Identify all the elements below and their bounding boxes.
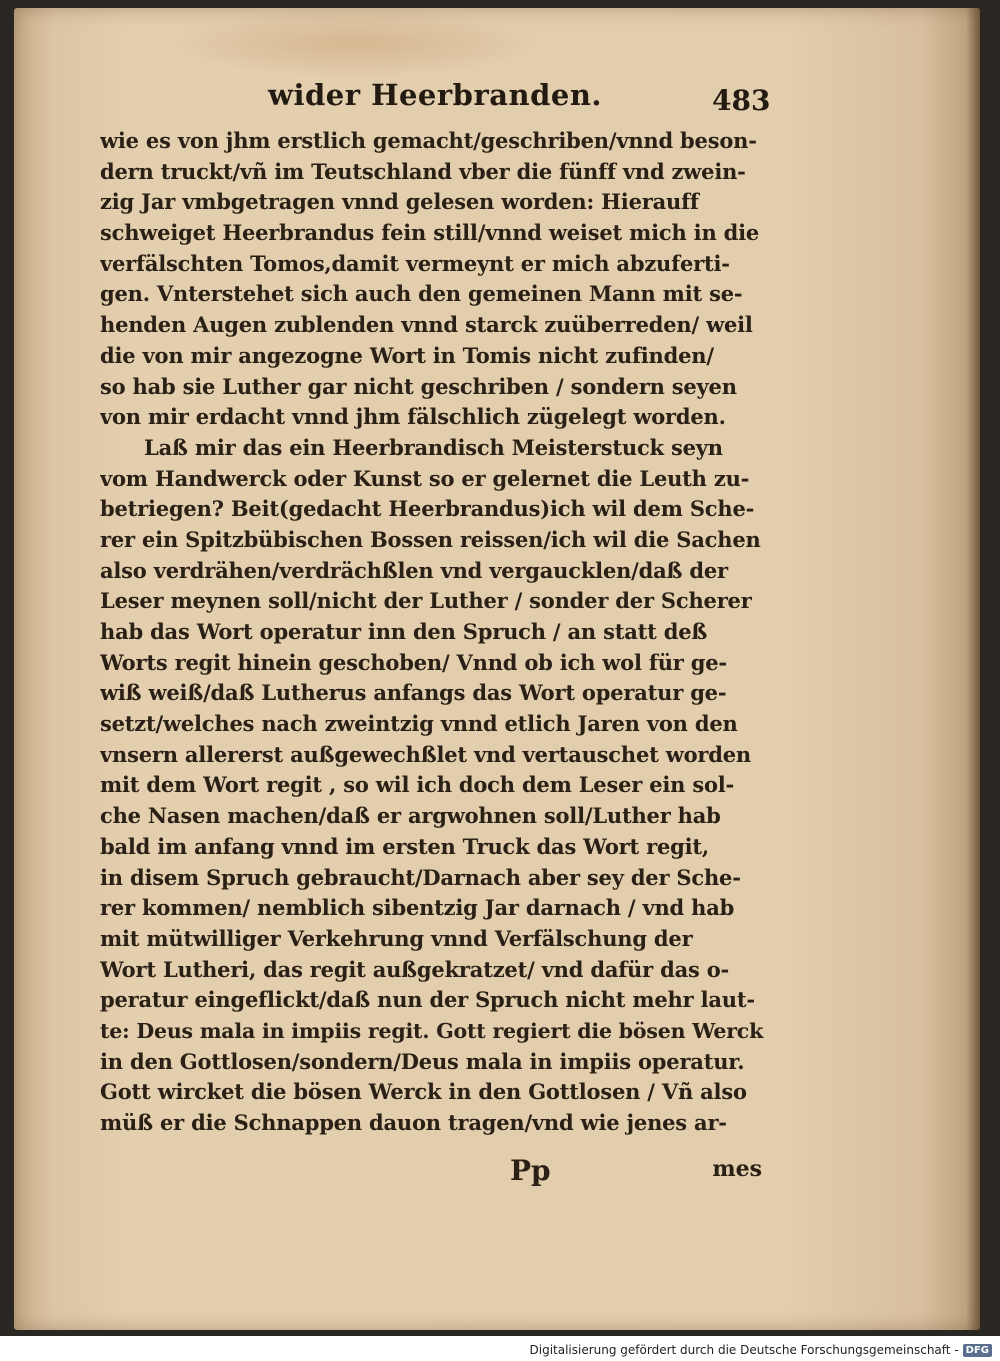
text-line: zig Jar vmbgetragen vnnd gelesen worden: Hierauff <box>100 189 699 215</box>
text-line: so hab sie Luther gar nicht geschriben / sondern seyen <box>100 373 737 399</box>
text-line: müß er die Schnappen dauon tragen/vnd wie jenes ar- <box>100 1110 727 1135</box>
dfg-logo-icon: DFG <box>963 1344 992 1357</box>
text-line: gen. Vnterstehet sich auch den gemeinen Mann mit se- <box>100 281 743 307</box>
text-line: rer kommen/ nemblich sibentzig Jar darnach / vnd hab <box>100 895 735 921</box>
running-head: wider Heerbranden. <box>268 78 603 112</box>
text-line: in disem Spruch gebraucht/Darnach aber sey der Sche- <box>100 864 741 890</box>
text-line: wie es von jhm erstlich gemacht/geschriben/vnnd beson- <box>100 128 757 153</box>
catchword-row <box>100 1150 772 1190</box>
text-line: setzt/welches nach zweintzig vnnd etlich Jaren von den <box>100 711 738 737</box>
text-line: henden Augen zublenden vnnd starck zuüberreden/ weil <box>100 312 753 338</box>
text-line: vom Handwerck oder Kunst so er gelernet die Leuth zu- <box>100 465 750 491</box>
text-line: Laß mir das ein Heerbrandisch Meisterstuck seyn <box>144 434 723 460</box>
signature-mark: Pp <box>510 1154 551 1187</box>
text-block <box>100 126 772 1139</box>
text-line: mit dem Wort regit , so wil ich doch dem Leser ein sol- <box>100 772 735 798</box>
text-line: Leser meynen soll/nicht der Luther / sonder der Scherer <box>100 588 752 614</box>
text-line: hab das Wort operatur inn den Spruch / an statt deß <box>100 619 708 644</box>
page-spine-shadow <box>966 8 980 1330</box>
text-line: betriegen? Beit(gedacht Heerbrandus)ich wil dem Sche- <box>100 496 755 522</box>
text-line: also verdrähen/verdrächßlen vnd vergaucklen/daß der <box>100 557 728 583</box>
paper-stain <box>164 8 544 78</box>
text-line: wiß weiß/daß Lutherus anfangs das Wort operatur ge- <box>100 680 727 706</box>
text-line: vnsern allererst außgewechßlet vnd vertauschet worden <box>100 741 751 767</box>
text-line: von mir erdacht vnnd jhm fälschlich zügelegt worden. <box>100 404 726 430</box>
text-line: verfälschten Tomos,damit vermeynt er mich abzuferti- <box>100 250 730 276</box>
page-number: 483 <box>712 84 771 117</box>
text-line: Worts regit hinein geschoben/ Vnnd ob ich wol für ge- <box>100 649 727 675</box>
text-line: che Nasen machen/daß er argwohnen soll/Luther hab <box>100 803 721 829</box>
catchword: mes <box>712 1156 762 1182</box>
footer-credit <box>530 1343 993 1357</box>
text-line: schweiget Heerbrandus fein still/vnnd weiset mich in die <box>100 220 760 246</box>
text-line: die von mir angezogne Wort in Tomis nicht zufinden/ <box>100 342 714 368</box>
text-line: Gott wircket die bösen Werck in den Gottlosen / Vñ also <box>100 1079 747 1105</box>
footer-credit-text: Digitalisierung gefördert durch die Deutsche Forschungsgemeinschaft - <box>529 1343 959 1357</box>
text-line: in den Gottlosen/sondern/Deus mala in impiis operatur. <box>100 1048 745 1074</box>
text-line: peratur eingeflickt/daß nun der Spruch nicht mehr laut- <box>100 987 755 1013</box>
text-line: rer ein Spitzbübischen Bossen reissen/ich wil die Sachen <box>100 526 761 552</box>
text-line: bald im anfang vnnd im ersten Truck das Wort regit, <box>100 833 710 859</box>
text-line: dern truckt/vñ im Teutschland vber die fünff vnd zwein- <box>100 158 746 184</box>
text-line: mit mütwilliger Verkehrung vnnd Verfälschung der <box>100 925 693 951</box>
text-line: te: Deus mala in impiis regit. Gott regiert die bösen Werck <box>100 1018 764 1043</box>
text-line: Wort Lutheri, das regit außgekratzet/ vnd dafür das o- <box>100 956 730 982</box>
